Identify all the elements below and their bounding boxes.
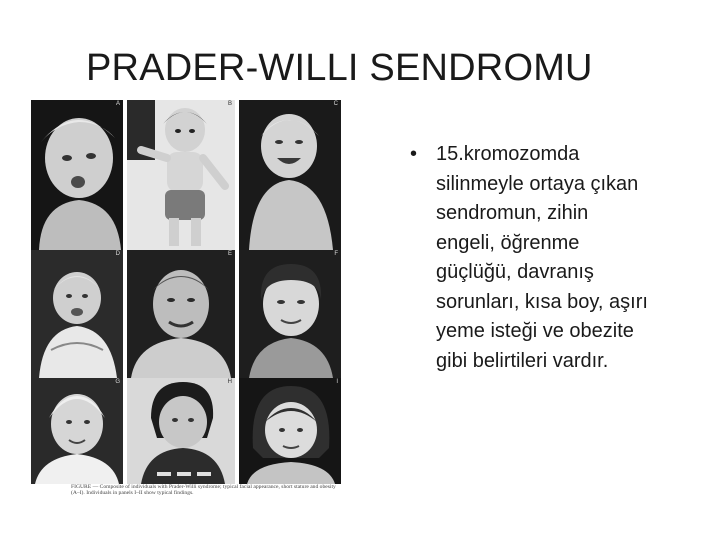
panel-letter-c: C: [333, 101, 338, 107]
slide-title: PRADER-WILLI SENDROMU: [86, 47, 593, 89]
photo-panel-b: [127, 100, 235, 250]
panel-letter-g: G: [115, 379, 120, 385]
bullet-line: sorunları, kısa boy, aşırı: [436, 290, 648, 313]
panel-letter-h: H: [227, 379, 232, 385]
panel-letter-e: E: [227, 251, 232, 257]
patient-photo-figure: [31, 100, 341, 512]
bullet-item: [436, 140, 706, 376]
panel-letter-d: D: [115, 251, 120, 257]
photo-panel-h: [127, 378, 235, 484]
bullet-line: sendromun, zihin: [436, 202, 589, 224]
photo-panel-a: [31, 100, 123, 250]
photo-panel-g: [31, 378, 123, 484]
bullet-line: gibi belirtileri vardır.: [436, 349, 609, 372]
bullet-marker: •: [410, 143, 418, 165]
photo-panel-c: [239, 100, 341, 250]
panel-letter-i: I: [336, 379, 338, 385]
photo-panel-e: [127, 250, 235, 378]
bullet-line: 15.kromozomda: [436, 143, 580, 165]
figure-caption: FIGURE — Composite of individuals with Prader-Willi syndrome; typical facial appearance, short stature and obesity (A–I). Individuals in panels I–II show typical findings.: [71, 484, 336, 497]
photo-panel-f: [239, 250, 341, 378]
photo-panel-i: [239, 378, 341, 484]
photo-panel-d: [31, 250, 123, 378]
panel-letter-f: F: [334, 251, 338, 257]
bullet-line: engeli, öğrenme: [436, 231, 580, 254]
panel-letter-b: B: [227, 101, 232, 107]
photo-grid: [31, 100, 341, 484]
panel-letter-a: A: [115, 101, 120, 107]
bullet-line: silinmeyle ortaya çıkan: [436, 172, 639, 195]
bullet-line: güçlüğü, davranış: [436, 261, 594, 283]
bullet-line: yeme isteği ve obezite: [436, 320, 634, 342]
